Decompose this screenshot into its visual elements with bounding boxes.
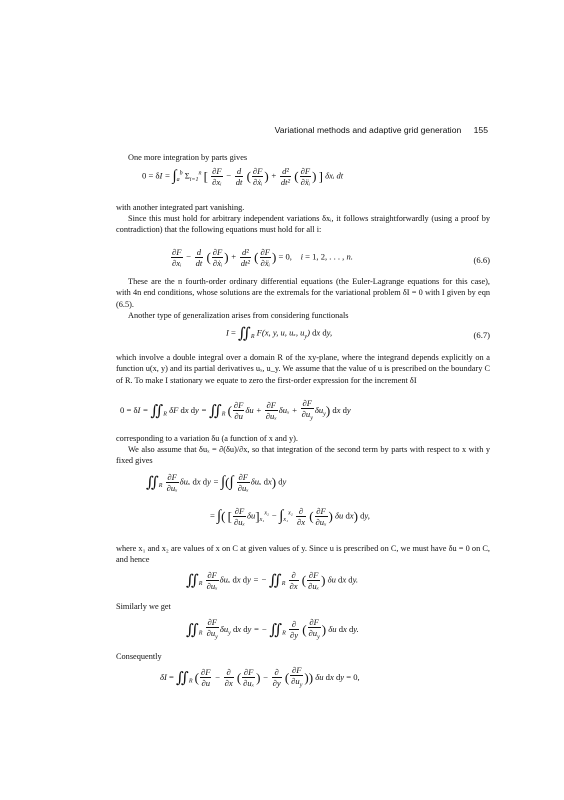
equation-number: (6.6) — [473, 255, 490, 265]
paragraph: We also assume that δuₓ = ∂(δu)/∂x, so that integration of the second term by parts with respect to x with y fixed gives — [116, 445, 490, 466]
equation: $0 = \delta I = ∬_R$ δF dx dy = $∬_R$ ( $\frac{\partial F}{\partial u}$ δu + $\frac{\partial F}{\text{∂uₓ}}$ δuₓ + $\frac{\partial F}{\partial u_y}$ $\delta u_y$) dx dy — [120, 398, 351, 422]
equation: $∬_R$ $\frac{\partial F}{\text{∂uₓ}}$ δuₓ dx dy = − $∬_R$ $\frac{\partial}{\partial x}$ ( $\frac{\partial F}{\text{∂uₓ}}$ ) δu dx dy. — [186, 570, 359, 591]
paragraph: One more integration by parts gives — [128, 153, 248, 162]
equation: = ∫( [ $\frac{\partial F}{\text{∂uₓ}}$ $\delta u]_{x_1}^{x_2} - \int_{x_1}^{x_2}$ $\frac{\partial}{\partial x}$ ( $\frac{\partial F}{\text{∂uₓ}}$ ) δu dx) dy, — [210, 506, 370, 527]
paragraph: Another type of generalization arises from considering functionals — [128, 311, 349, 320]
paragraph: These are the n fourth-order ordinary differential equations (the Euler-Lagrange equations for this case), with 4n end conditions, whose solutions are the extremals for the variational problem δI = 0 with I given by eqn (6.5). — [116, 277, 490, 309]
page-number: 155 — [473, 125, 488, 135]
paragraph: corresponding to a variation δu (a function of x and y). — [116, 434, 299, 443]
running-header — [275, 125, 488, 135]
equation: $∬_R$ $\frac{\partial F}{\partial u_y}$ $\delta u_y$ dx dy = − $∬_R$ $\frac{\partial}{\partial y}$ ( $\frac{\partial F}{\partial u_y}$ ) δu dx dy. — [186, 617, 359, 641]
equation-6-6: $\frac{\partial F}{\text{∂xᵢ}}$ − $\frac{d}{dt}$ ( $\frac{\partial F}{\text{∂ẋᵢ}}$ ) + $\frac{\text{d²}}{\text{dt²}}$ ( $\frac{\partial F}{\text{∂ẍᵢ}}$ ) = 0, i = 1, 2, . . . , n. (6.6) — [172, 247, 490, 268]
paragraph: where x₁ and x₂ are values of x on C at given values of y. Since u is prescribed on C, we must have δu = 0 on C, and hence — [116, 544, 490, 565]
running-title: Variational methods and adaptive grid generation — [274, 125, 462, 135]
paragraph: Consequently — [116, 652, 162, 661]
equation-number: (6.7) — [473, 330, 490, 340]
paragraph: with another integrated part vanishing. — [116, 203, 245, 212]
paragraph: Since this must hold for arbitrary independent variations δxᵢ, it follows straightforwardly (using a proof by contradiction) that the following equations must hold for all i: — [116, 214, 490, 235]
equation: $∬_R$ $\frac{\partial F}{\text{∂uₓ}}$ δuₓ dx dy = ∫(∫ $\frac{\partial F}{\text{∂uₓ}}$ δuₓ dx) dy — [146, 472, 287, 493]
equation-6-7: $I = ∬_R$ F(x, y, u, uₓ, $u_y$) dx dy, (6.7) — [226, 326, 490, 342]
equation: $\delta I = ∬_R$ ( $\frac{\partial F}{\partial u}$ − $\frac{\partial}{\partial x}$ ( $\frac{\partial F}{\text{∂uₓ}}$ ) − $\frac{\partial}{\partial y}$ ( $\frac{\partial F}{\partial u_y}$ )) δu dx dy = 0, — [160, 665, 360, 689]
paragraph: which involve a double integral over a domain R of the xy-plane, where the integrand depends explicitly on a function u(x, y) and its partial derivatives uₓ, u_y. We assume that the value of u is prescribed on the boundary C of R. To make I stationary we equate to zero the first-order expression for the increment δI — [116, 353, 490, 385]
paragraph: Similarly we get — [116, 602, 171, 611]
equation: $0 = \delta I = \int_a^b$ $\Sigma_{i=1}^n$ [ $\frac{\partial F}{\text{∂xᵢ}}$ − $\frac{d}{dt}$ ( $\frac{\partial F}{\text{∂ẋᵢ}}$ ) + $\frac{\text{d²}}{\text{dt²}}$ ( $\frac{\partial F}{\text{∂ẍᵢ}}$ ) ] δxᵢ dt — [142, 166, 344, 187]
